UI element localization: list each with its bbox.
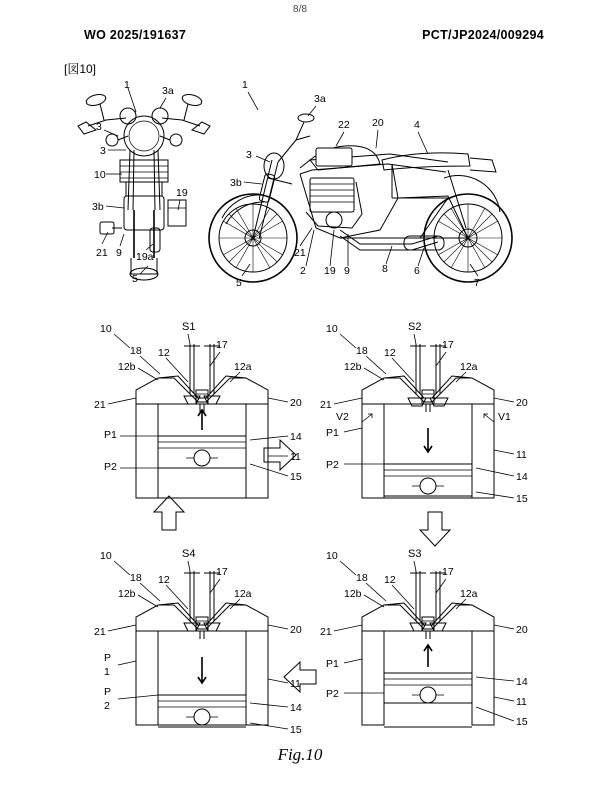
- stage-s3: [300, 545, 580, 760]
- front-callout-1: 1: [124, 79, 130, 91]
- side-callout-9: 9: [344, 265, 350, 277]
- s3-label-10: 10: [326, 550, 338, 562]
- side-callout-2: 2: [300, 265, 306, 277]
- s4-label-12: 12: [158, 574, 170, 586]
- s2-label-15: 15: [516, 493, 528, 505]
- s4-label-17: 17: [216, 566, 228, 578]
- motorcycle-front-view: [78, 79, 210, 285]
- s2-label-17: 17: [442, 339, 454, 351]
- side-callout-7: 7: [474, 277, 480, 289]
- s2-label-stage: S2: [408, 321, 422, 333]
- s2-label-12: 12: [384, 347, 396, 359]
- s1-label-12b: 12b: [118, 361, 136, 373]
- s4-label-21: 21: [94, 626, 106, 638]
- s4-label-p-a: P: [104, 652, 112, 664]
- s1-label-20: 20: [290, 397, 302, 409]
- s4-label-20: 20: [290, 624, 302, 636]
- s1-label-18: 18: [130, 345, 142, 357]
- s1-label-p2: P2: [104, 461, 117, 473]
- s3-label-p2: P2: [326, 688, 339, 700]
- s4-label-12b: 12b: [118, 588, 136, 600]
- s2-label-v2: V2: [336, 411, 349, 423]
- side-callout-1: 1: [242, 79, 248, 91]
- s3-label-12a: 12a: [460, 588, 478, 600]
- stage-s2: [300, 318, 580, 533]
- s2-label-12b: 12b: [344, 361, 362, 373]
- s4-label-12a: 12a: [234, 588, 252, 600]
- figure-caption: Fig.10: [277, 745, 323, 764]
- s2-label-v1: V1: [498, 411, 511, 423]
- s3-label-18: 18: [356, 572, 368, 584]
- s1-label-12: 12: [158, 347, 170, 359]
- s4-label-1: 1: [104, 666, 110, 678]
- side-callout-20: 20: [372, 117, 384, 129]
- s1-label-stage: S1: [182, 321, 196, 333]
- side-callout-3: 3: [246, 149, 252, 161]
- motorcycle-illustrations: [0, 78, 600, 318]
- s2-label-11: 11: [516, 449, 527, 461]
- s2-label-10: 10: [326, 323, 338, 335]
- s4-label-15: 15: [290, 724, 302, 736]
- s1-label-10: 10: [100, 323, 112, 335]
- s1-label-11: 11: [290, 451, 301, 463]
- s4-label-2: 2: [104, 700, 110, 712]
- s4-label-10: 10: [100, 550, 112, 562]
- s3-label-14: 14: [516, 676, 528, 688]
- s3-label-20: 20: [516, 624, 528, 636]
- front-callout-19a: 19a: [136, 251, 154, 263]
- side-callout-3a: 3a: [314, 93, 326, 105]
- s3-label-stage: S3: [408, 548, 422, 560]
- s3-label-12: 12: [384, 574, 396, 586]
- side-callout-5: 5: [236, 277, 242, 289]
- s2-label-18: 18: [356, 345, 368, 357]
- s1-label-12a: 12a: [234, 361, 252, 373]
- s3-label-p1: P1: [326, 658, 339, 670]
- header-application-number: PCT/JP2024/009294: [422, 28, 544, 42]
- header-publication-number: WO 2025/191637: [84, 28, 187, 42]
- motorcycle-side-view: [209, 79, 512, 289]
- front-callout-3a: 3a: [162, 85, 174, 97]
- front-callout-9: 9: [116, 247, 122, 259]
- side-callout-6: 6: [414, 265, 420, 277]
- side-callout-8: 8: [382, 263, 388, 275]
- s2-label-p2: P2: [326, 459, 339, 471]
- s4-label-p-b: P: [104, 686, 112, 698]
- s4-label-stage: S4: [182, 548, 196, 560]
- s2-label-20: 20: [516, 397, 528, 409]
- front-callout-10: 10: [94, 169, 106, 181]
- s2-label-p1: P1: [326, 427, 339, 439]
- front-callout-3-right: 3: [100, 145, 106, 157]
- page-number: 8/8: [293, 4, 307, 15]
- front-callout-3b: 3b: [92, 201, 104, 213]
- figure-tag: [図10]: [64, 62, 97, 76]
- side-callout-19: 19: [324, 265, 336, 277]
- s3-label-17: 17: [442, 566, 454, 578]
- side-callout-21: 21: [294, 247, 306, 259]
- front-callout-3-left: 3: [96, 121, 102, 133]
- s1-label-14: 14: [290, 431, 302, 443]
- s4-label-11: 11: [290, 678, 301, 690]
- front-callout-21: 21: [96, 247, 108, 259]
- s3-label-15: 15: [516, 716, 528, 728]
- s4-label-18: 18: [130, 572, 142, 584]
- side-callout-3b: 3b: [230, 177, 242, 189]
- s2-label-14: 14: [516, 471, 528, 483]
- front-callout-19: 19: [176, 187, 188, 199]
- s3-label-12b: 12b: [344, 588, 362, 600]
- s1-label-p1: P1: [104, 429, 117, 441]
- s3-label-21: 21: [320, 626, 332, 638]
- s4-label-14: 14: [290, 702, 302, 714]
- front-callout-5: 5: [132, 273, 138, 285]
- side-callout-22: 22: [338, 119, 350, 131]
- s3-label-11: 11: [516, 696, 527, 708]
- s2-label-12a: 12a: [460, 361, 478, 373]
- side-callout-4: 4: [414, 119, 420, 131]
- s1-label-15: 15: [290, 471, 302, 483]
- s1-label-17: 17: [216, 339, 228, 351]
- s1-label-21: 21: [94, 399, 106, 411]
- s2-label-21: 21: [320, 399, 332, 411]
